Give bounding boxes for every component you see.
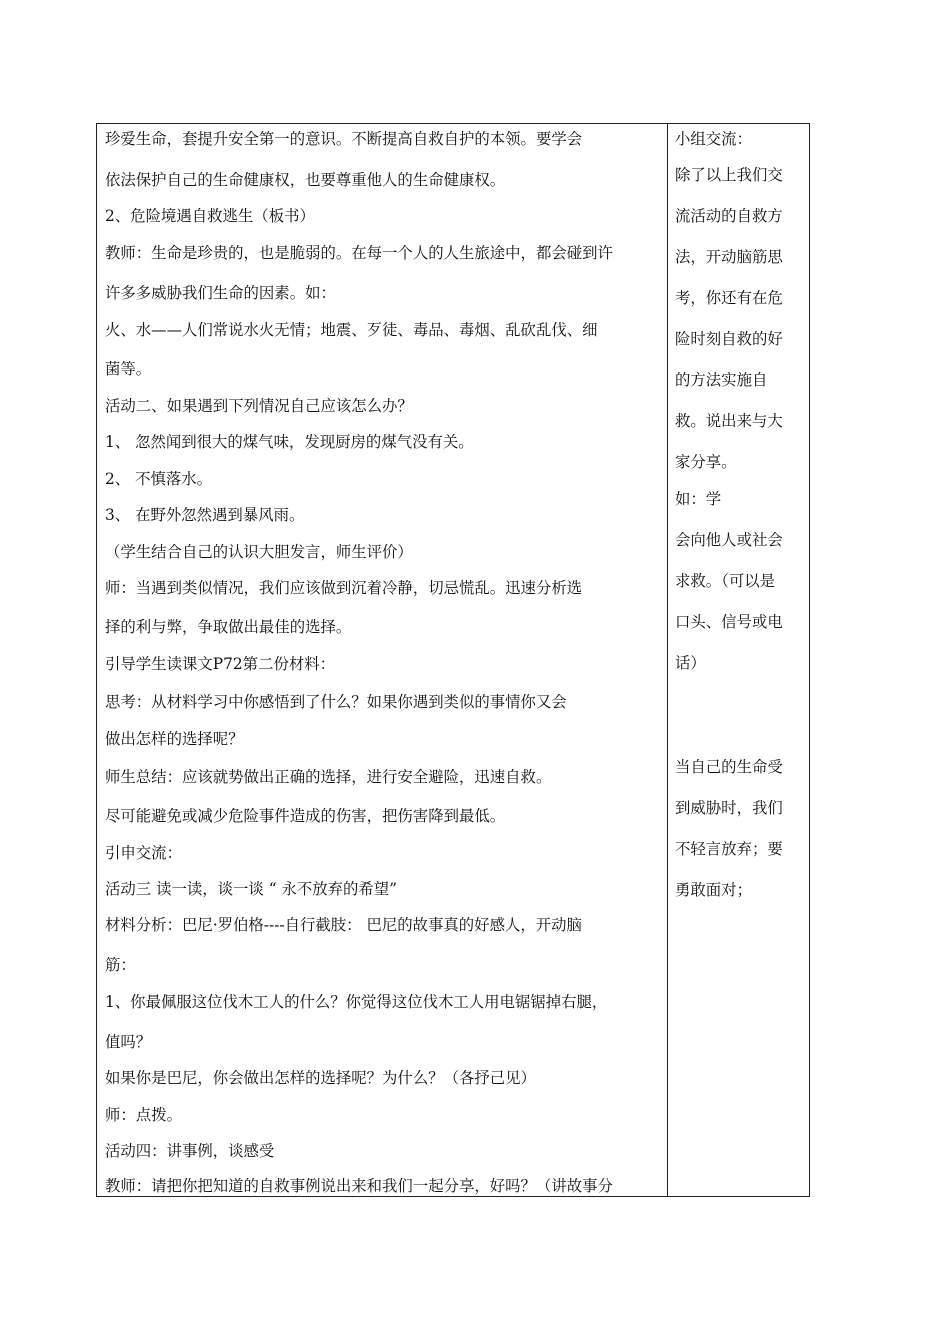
main-line: 许多多威胁我们生命的因素。如：: [105, 284, 336, 302]
main-line: 材料分析：巴尼·罗伯格----自行截肢： 巴尼的故事真的好感人，开动脑: [105, 916, 582, 934]
main-line: 2、 不慎落水。: [105, 470, 213, 488]
side-line: 会向他人或社会: [675, 531, 783, 549]
main-line: 教师：请把你把知道的自救事例说出来和我们一起分享，好吗？（讲故事分: [105, 1177, 613, 1195]
side-line: 求救。（可以是: [675, 572, 776, 590]
main-line: 引导学生读课文P72第二份材料：: [105, 655, 336, 673]
side-line: 考，你还有在危: [675, 289, 783, 307]
main-line: 活动四：讲事例，谈感受: [105, 1142, 275, 1160]
side-line: 险时刻自救的好: [675, 330, 783, 348]
main-line: （学生结合自己的认识大胆发言，师生评价）: [105, 543, 413, 561]
side-line: 小组交流：: [675, 130, 752, 148]
main-line: 师：点拨。: [105, 1106, 182, 1124]
side-line: 除了以上我们交: [675, 166, 783, 184]
side-line: 家分享。: [675, 453, 737, 471]
main-line: 活动二、如果遇到下列情况自己应该怎么办？: [105, 397, 413, 415]
main-line: 尽可能避免或减少危险事件造成的伤害，把伤害降到最低。: [105, 807, 506, 825]
side-line: 勇敢面对；: [675, 881, 752, 899]
column-divider: [667, 124, 668, 1196]
main-line: 1、 忽然闻到很大的煤气味，发现厨房的煤气没有关。: [105, 433, 474, 451]
main-line: 思考：从材料学习中你感悟到了什么？如果你遇到类似的事情你又会: [105, 693, 567, 711]
main-line: 1、你最佩服这位伐木工人的什么？你觉得这位伐木工人用电锯锯掉右腿，: [105, 993, 608, 1011]
main-line: 火、水——人们常说水火无情；地震、歹徒、毒品、毒烟、乱砍乱伐、细: [105, 321, 598, 339]
side-line: 当自己的生命受: [675, 758, 783, 776]
main-line: 如果你是巴尼，你会做出怎样的选择呢？为什么？（各抒己见）: [105, 1069, 536, 1087]
main-line: 师：当遇到类似情况，我们应该做到沉着冷静，切忌慌乱。迅速分析选: [105, 579, 583, 597]
side-line: 话）: [675, 654, 706, 672]
main-line: 活动三 读一读，谈一谈 “ 永不放弃的希望”: [105, 880, 398, 898]
main-line: 教师：生命是珍贵的，也是脆弱的。在每一个人的人生旅途中，都会碰到许: [105, 244, 613, 262]
main-line: 珍爱生命，套提升安全第一的意识。不断提高自救自护的本领。要学会: [105, 130, 583, 148]
side-line: 到威胁时，我们: [675, 799, 783, 817]
side-line: 如：学: [675, 490, 722, 508]
side-line: 口头、信号或电: [675, 613, 783, 631]
main-line: 值吗？: [105, 1033, 152, 1051]
side-line: 法，开动脑筋思: [675, 248, 783, 266]
main-line: 筋：: [105, 956, 136, 974]
main-line: 2、危险境遇自救逃生（板书）: [105, 207, 315, 225]
main-line: 引申交流：: [105, 844, 182, 862]
main-line: 3、 在野外忽然遇到暴风雨。: [105, 506, 305, 524]
side-line: 流活动的自救方: [675, 207, 783, 225]
main-line: 依法保护自己的生命健康权，也要尊重他人的生命健康权。: [105, 171, 506, 189]
side-line: 救。说出来与大: [675, 412, 783, 430]
main-line: 做出怎样的选择呢？: [105, 730, 244, 748]
lesson-table: [96, 123, 810, 1197]
main-line: 师生总结：应该就势做出正确的选择，进行安全避险，迅速自救。: [105, 768, 552, 786]
main-line: 择的利与弊，争取做出最佳的选择。: [105, 618, 352, 636]
side-line: 的方法实施自: [675, 371, 768, 389]
side-line: 不轻言放弃；要: [675, 840, 783, 858]
main-line: 菌等。: [105, 360, 152, 378]
